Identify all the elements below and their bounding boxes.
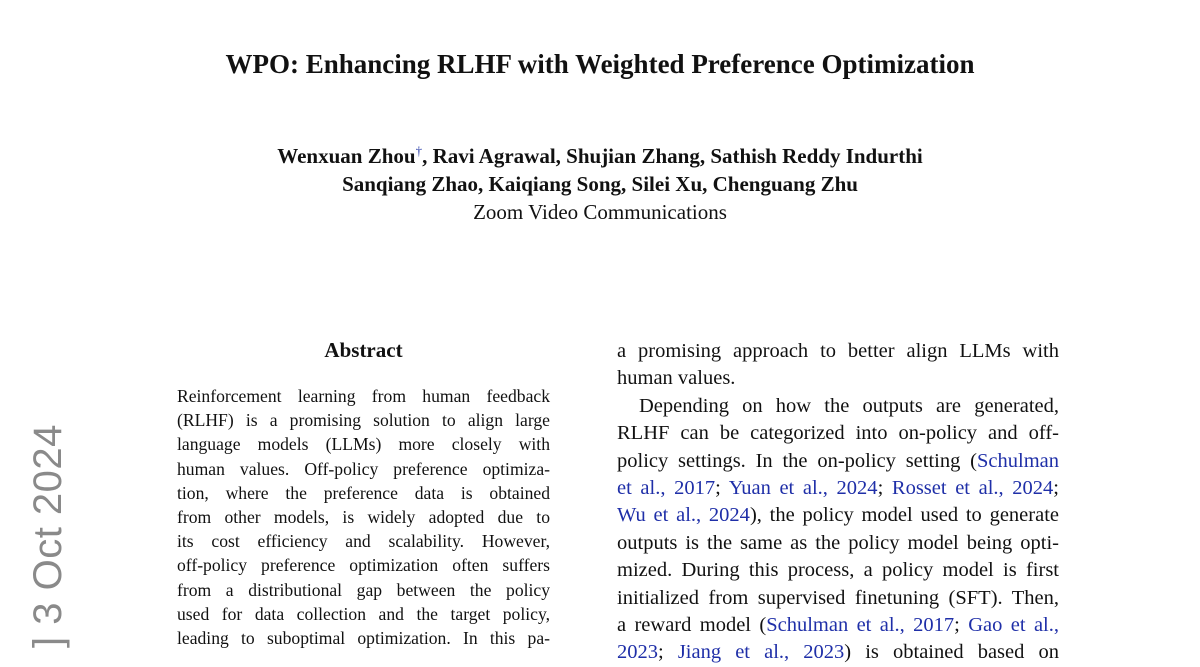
citation-link[interactable]: Jiang et al., 2023 — [677, 641, 845, 664]
author-block — [0, 142, 1200, 226]
body-text: policy settings. In the on-policy setting ( — [617, 449, 977, 472]
arxiv-side-stamp: ] 3 Oct 2024 — [26, 424, 70, 648]
abstract-heading: Abstract — [324, 338, 403, 362]
body-line: RLHF can be categorized into on-policy and off- — [617, 422, 1059, 445]
body-line: human values. — [617, 367, 736, 390]
body-text: ; — [658, 641, 678, 664]
dagger-footnote-mark[interactable]: † — [415, 143, 423, 158]
co-authors-line-1: , Ravi Agrawal, Shujian Zhang, Sathish Reddy Indurthi — [422, 144, 923, 168]
body-line: Depending on how the outputs are generated, — [639, 394, 1059, 417]
paper-title: WPO: Enhancing RLHF with Weighted Preference Optimization — [225, 49, 975, 79]
abstract-line: (RLHF) is a promising solution to align large — [177, 410, 550, 431]
body-text: ; — [954, 613, 969, 636]
citation-link[interactable]: et al., 2017 — [617, 476, 716, 499]
citation-link[interactable]: Yuan et al., 2024 — [728, 476, 878, 499]
body-line — [617, 502, 1059, 529]
abstract-line: leading to suboptimal optimization. In this pa- — [177, 627, 550, 648]
citation-link[interactable]: Wu et al., 2024 — [617, 504, 750, 527]
body-line: initialized from supervised finetuning (SFT). Then, — [617, 586, 1059, 609]
body-text: ), the policy model used to generate — [749, 504, 1059, 527]
body-line: outputs is the same as the policy model being opti- — [617, 531, 1059, 554]
abstract-line: its cost efficiency and scalability. However, — [177, 531, 550, 552]
affiliation: Zoom Video Communications — [473, 200, 727, 224]
abstract-line: used for data collection and the target policy, — [177, 603, 550, 624]
body-text: ; — [1053, 476, 1059, 499]
abstract-line: from other models, is widely adopted due to — [177, 506, 550, 527]
abstract-line: human values. Off-policy preference optimiza- — [177, 458, 550, 479]
abstract-line: Reinforcement learning from human feedback — [177, 386, 550, 406]
citation-link[interactable]: Schulman — [977, 449, 1059, 472]
body-text: ; — [715, 476, 729, 499]
body-line — [617, 448, 1059, 475]
body-text: ) is obtained based on — [844, 641, 1059, 664]
abstract-line: tion, where the preference data is obtained — [177, 482, 550, 503]
abstract-body — [177, 384, 550, 650]
abstract-line: off-policy preference optimization often suffers — [177, 555, 550, 576]
first-author: Wenxuan Zhou — [277, 144, 416, 168]
citation-link[interactable]: Gao et al., — [968, 613, 1059, 636]
body-line — [617, 639, 1059, 666]
citation-link[interactable]: 2023 — [617, 641, 658, 664]
citation-link[interactable]: Rosset et al., 2024 — [891, 476, 1054, 499]
intro-column — [617, 338, 1059, 667]
body-line: mized. During this process, a policy model is first — [617, 559, 1059, 582]
abstract-line: language models (LLMs) more closely with — [177, 434, 550, 455]
abstract-line: from a distributional gap between the policy — [177, 579, 550, 600]
body-line: a promising approach to better align LLMs with — [617, 340, 1059, 362]
authors-line-2: Sanqiang Zhao, Kaiqiang Song, Silei Xu, Chenguang Zhu — [342, 172, 858, 196]
body-text: ; — [877, 476, 892, 499]
body-text: a reward model ( — [617, 613, 767, 636]
body-line — [617, 475, 1059, 502]
citation-link[interactable]: Schulman et al., 2017 — [766, 613, 955, 636]
authors-line-1 — [0, 142, 1200, 170]
body-line — [617, 612, 1059, 639]
